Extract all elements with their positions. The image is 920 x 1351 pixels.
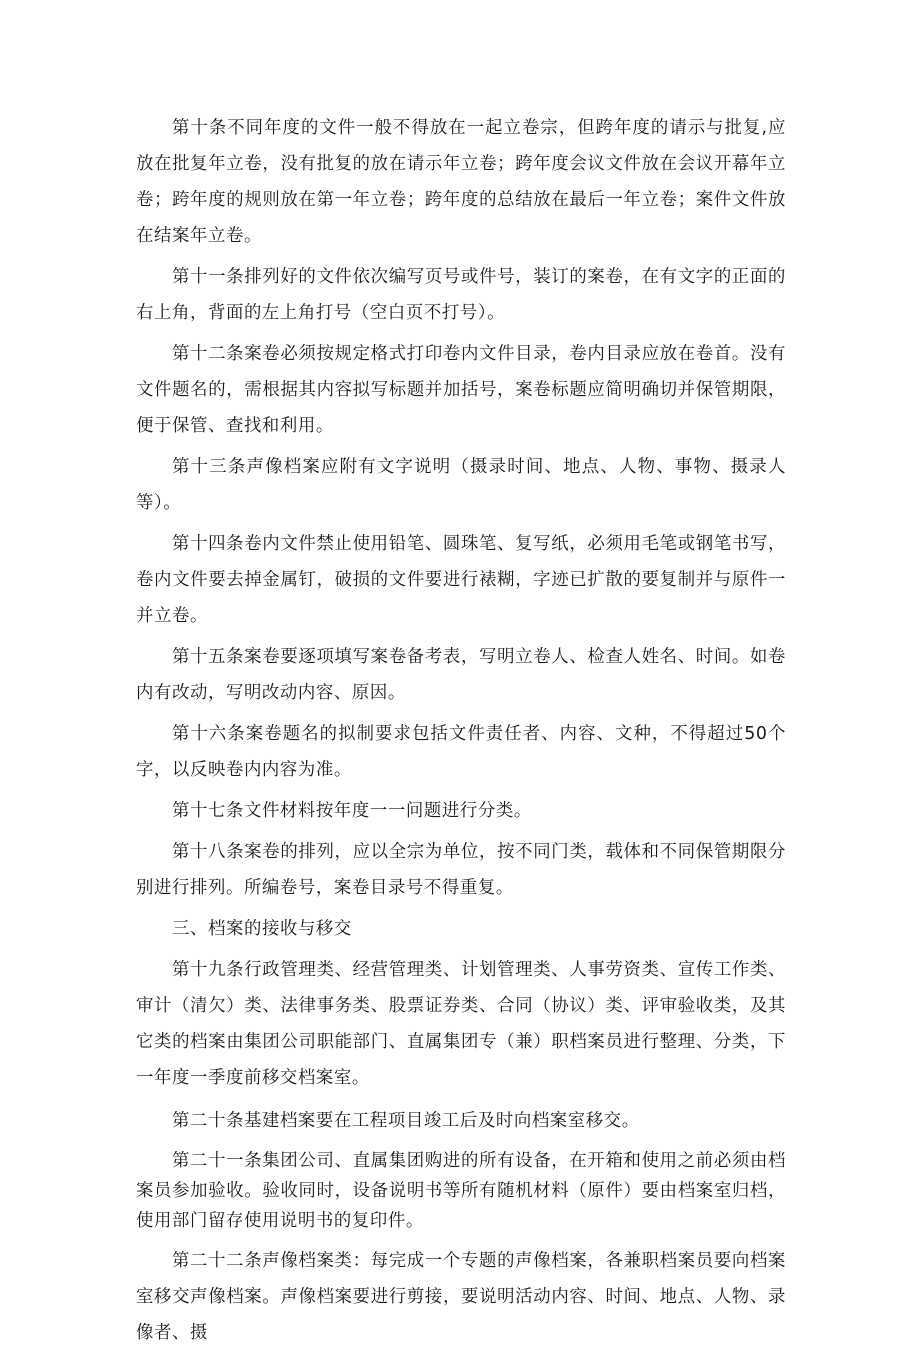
section-heading-3: 三、档案的接收与移交 [172,919,352,939]
article-10: 第十条不同年度的文件一般不得放在一起立卷宗，但跨年度的请示与批复,应放在批复年立卷，没有批复的放在请示年立卷；跨年度会议文件放在会议开幕年立卷；跨年度的规则放在第一年立卷；跨年度的总结放在最后一年立卷；案件文件放在结案年立卷。 [136,118,786,246]
article-17: 第十七条文件材料按年度一一问题进行分类。 [172,801,532,821]
article-20: 第二十条基建档案要在工程项目竣工后及时向档案室移交。 [172,1111,640,1131]
article-16: 第十六条案卷题名的拟制要求包括文件责任者、内容、文种，不得超过50个字，以反映卷内内容为准。 [136,724,786,780]
article-19: 第十九条行政管理类、经营管理类、计划管理类、人事劳资类、宣传工作类、审计（清欠）类、法律事务类、股票证券类、合同（协议）类、评审验收类，及其它类的档案由集团公司职能部门、直属集团专（兼）职档案员进行整理、分类，下一年度一季度前移交档案室。 [136,960,786,1088]
article-12: 第十二条案卷必须按规定格式打印卷内文件目录，卷内目录应放在卷首。没有文件题名的，需根据其内容拟写标题并加括号，案卷标题应简明确切并保管期限，便于保管、查找和利用。 [136,344,786,436]
article-15: 第十五条案卷要逐项填写案卷备考表，写明立卷人、检查人姓名、时间。如卷内有改动，写明改动内容、原因。 [136,647,786,703]
article-11: 第十一条排列好的文件依次编写页号或件号，装订的案卷，在有文字的正面的右上角，背面的左上角打号（空白页不打号）。 [136,267,786,323]
article-18: 第十八条案卷的排列，应以全宗为单位，按不同门类，载体和不同保管期限分别进行排列。所编卷号，案卷目录号不得重复。 [136,842,786,898]
article-13: 第十三条声像档案应附有文字说明（摄录时间、地点、人物、事物、摄录人等）。 [136,457,786,513]
article-14: 第十四条卷内文件禁止使用铅笔、圆珠笔、复写纸，必须用毛笔或钢笔书写，卷内文件要去掉金属钉，破损的文件要进行裱糊，字迹已扩散的要复制并与原件一并立卷。 [136,534,786,626]
document-page [136,110,786,1351]
article-21: 第二十一条集团公司、直属集团购进的所有设备，在开箱和使用之前必须由档案员参加验收。验收同时，设备说明书等所有随机材料（原件）要由档案室归档，使用部门留存使用说明书的复印件。 [136,1151,786,1231]
article-22: 第二十二条声像档案类：每完成一个专题的声像档案，各兼职档案员要向档案室移交声像档案。声像档案要进行剪接，要说明活动内容、时间、地点、人物、录像者、摄 [136,1251,786,1343]
